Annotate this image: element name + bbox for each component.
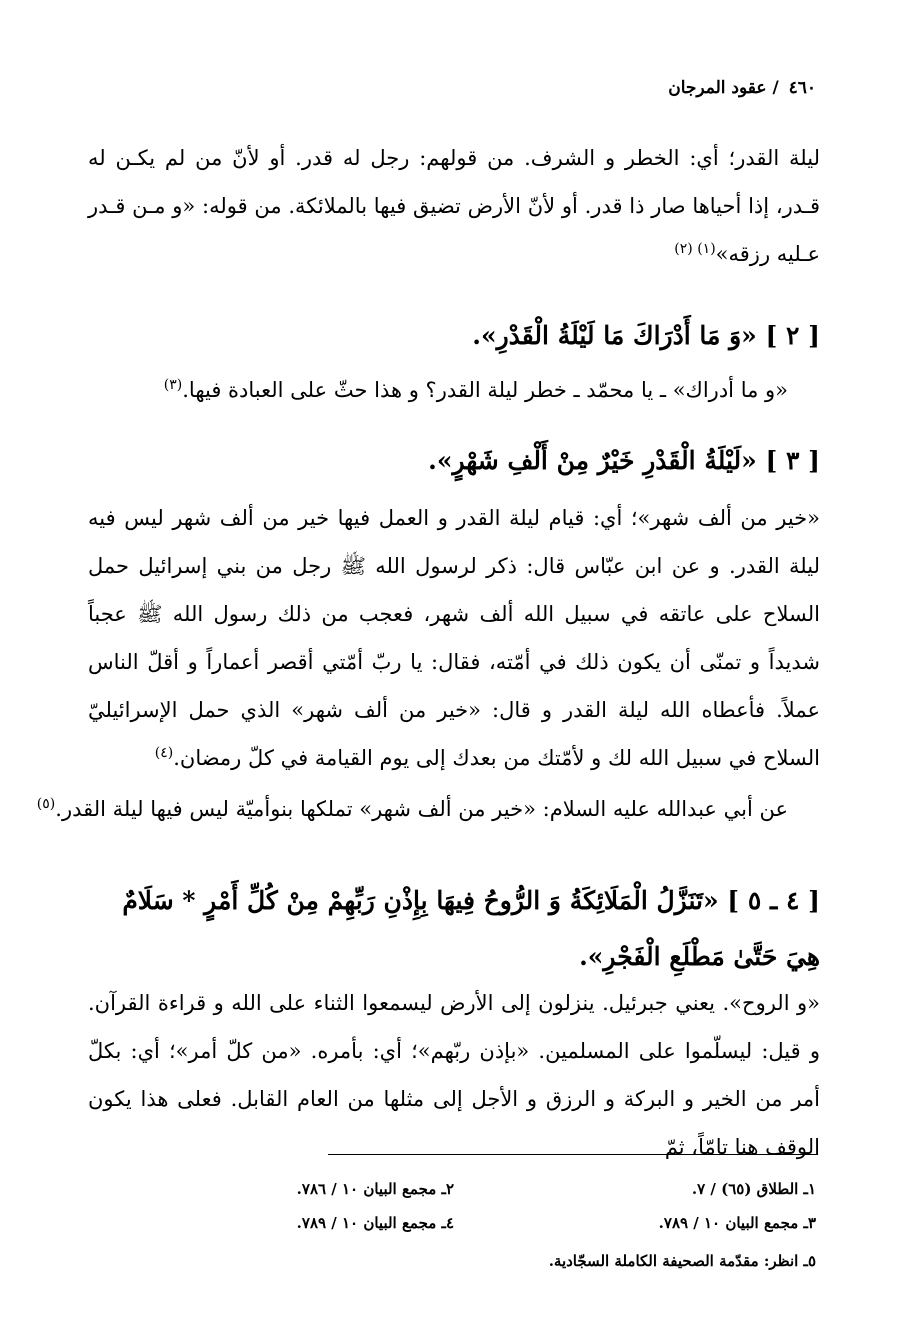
footnote-divider — [328, 1154, 818, 1155]
paragraph-verse-4-5-commentary — [88, 979, 820, 1171]
verse-heading-3: [ ٣ ] «لَيْلَةُ الْقَدْرِ خَيْرٌ مِنْ أَلْفِ شَهْرٍ». — [428, 446, 820, 475]
footnote-ref: (٣) — [163, 377, 183, 393]
paragraph-abi-abdillah-narration — [36, 785, 788, 833]
paragraph-verse-2-commentary — [88, 366, 788, 414]
paragraph-text: «و الروح». يعني جبرئيل. ينزلون إلى الأرض ليسمعوا الثناء على الله و قراءة القرآن. و قيل: ليسلّموا على المسلمين. «بإذن ربّهم»؛ أي: بأمره. «من كلّ أمر»؛ أي: بكلّ أمر من الخير و البركة و الرزق و الأجل إلى مثلها من العام القابل. فعلى هذا يكون الوقف هنا تامّاً، ثمّ — [88, 991, 820, 1159]
footnote-1: ١ـ الطلاق (٦٥) / ٧. — [691, 1180, 816, 1198]
header-separator: / — [772, 78, 779, 98]
footnote-ref: (١) (٢) — [674, 241, 716, 257]
footnote-ref: (٥) — [36, 796, 56, 812]
paragraph-text: عن أبي عبدالله عليه السلام: «خير من ألف شهر» تملكها بنوأميّة ليس فيها ليلة القدر. — [55, 797, 788, 821]
footnote-row — [196, 1180, 816, 1204]
footnote-4: ٤ـ مجمع البيان ١٠ / ٧٨٩. — [296, 1214, 454, 1232]
footnote-row — [196, 1252, 816, 1276]
verse-heading-4-5: [ ٤ ـ ٥ ] «تَنَزَّلُ الْمَلَائِكَةُ وَ الرُّوحُ فِيهَا بِإِذْنِ رَبِّهِمْ مِنْ كُلِّ أَمْرٍ * سَلَامٌ هِيَ حَتَّىٰ مَطْلَعِ الْفَجْرِ». — [122, 886, 820, 971]
footnote-3: ٣ـ مجمع البيان ١٠ / ٧٨٩. — [658, 1214, 816, 1232]
footnote-5: ٥ـ انظر: مقدّمة الصحيفة الكاملة السجّادية. — [548, 1252, 816, 1270]
paragraph-verse-3-commentary — [88, 494, 820, 782]
paragraph-laylat-al-qadr-meaning — [88, 134, 820, 278]
footnote-row — [196, 1214, 816, 1238]
paragraph-text: «و ما أدراك» ـ يا محمّد ـ خطر ليلة القدر؟ و هذا حثّ على العبادة فيها. — [182, 378, 788, 402]
footnote-ref: (٤) — [154, 745, 174, 761]
verse-heading-2: [ ٢ ] «وَ مَا أَدْرَاكَ مَا لَيْلَةُ الْقَدْرِ». — [472, 321, 820, 350]
paragraph-text: «خير من ألف شهر»؛ أي: قيام ليلة القدر و العمل فيها خير من ألف شهر ليس فيه ليلة القدر. و عن ابن عبّاس قال: ذكر لرسول الله ﷺ رجل من بني إسرائيل حمل السلاح على عاتقه في سبيل الله ألف شهر، فعجب من ذلك رسول الله ﷺ عجباً شديداً و تمنّى أن يكون ذلك في أمّته، فقال: يا ربّ أمّتي أقصر أعماراً و أقلّ الناس عملاً. فأعطاه الله ليلة القدر و قال: «خير من ألف شهر» الذي حمل الإسرائيليّ السلاح في سبيل الله لك و لأمّتك من بعدك إلى يوم القيامة في كلّ رمضان. — [88, 506, 820, 770]
book-title: عقود المرجان — [668, 78, 767, 98]
paragraph-text: ليلة القدر؛ أي: الخطر و الشرف. من قولهم: رجل له قدر. أو لأنّ من لم يكـن له قـدر، إذا أحياها صار ذا قدر. أو لأنّ الأرض تضيق فيها بالملائكة. من قوله: «و مـن قـدر عـليه رزقه» — [88, 146, 820, 266]
running-header — [668, 78, 816, 98]
footnote-2: ٢ـ مجمع البيان ١٠ / ٧٨٦. — [296, 1180, 454, 1198]
page-number: ٤٦٠ — [788, 78, 816, 98]
